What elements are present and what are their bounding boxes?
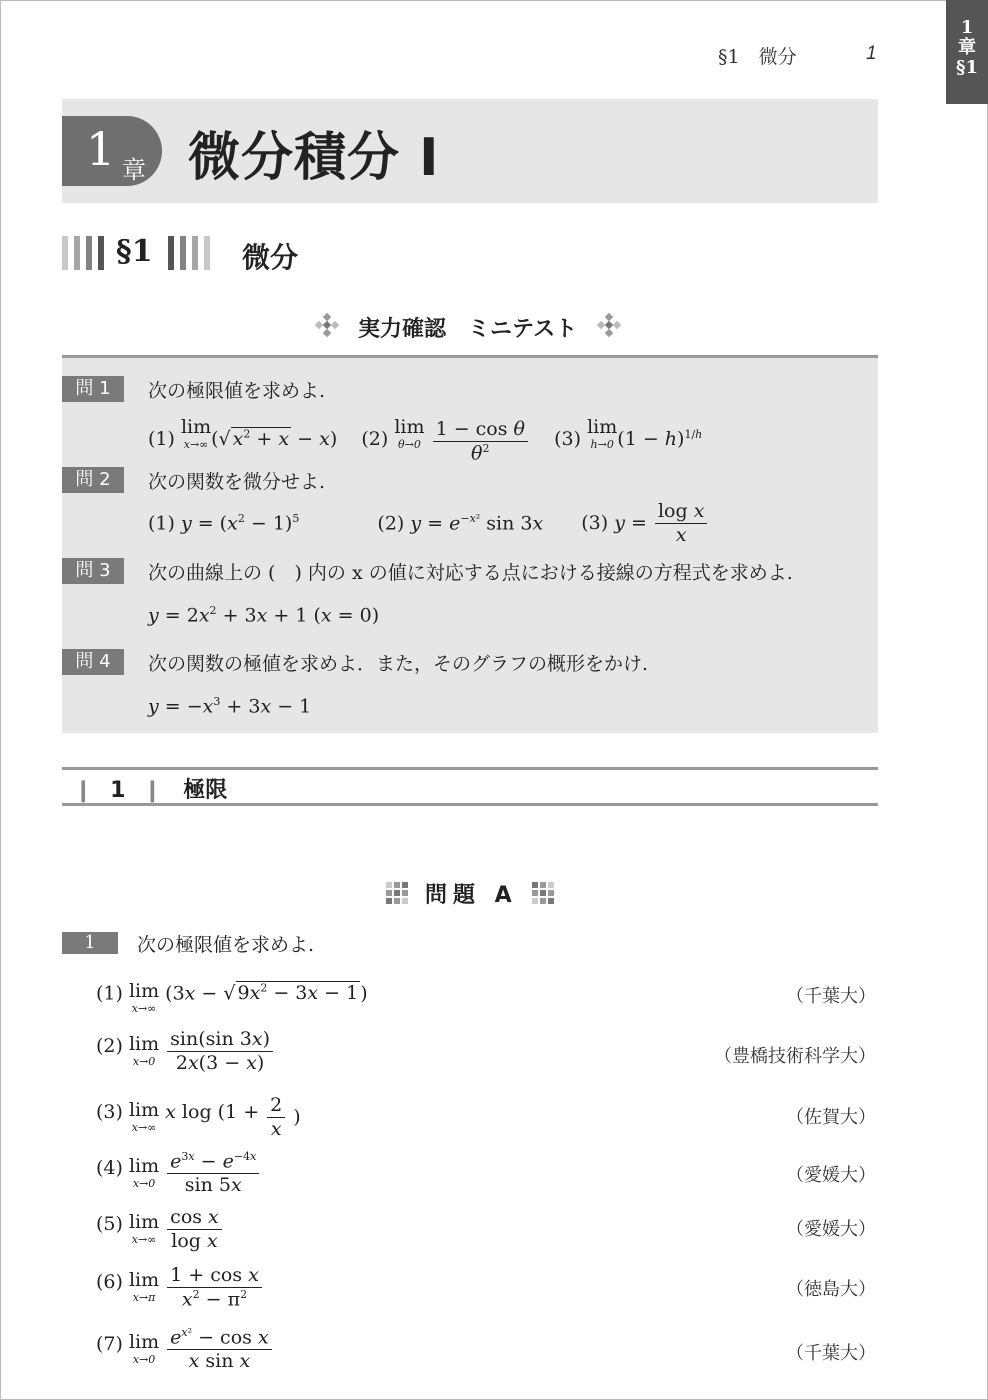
source-3: （佐賀大） xyxy=(786,1107,876,1128)
minitest-title: 実力確認 ミニテスト xyxy=(358,317,578,342)
question-2-expressions: (1) $y = (x^2 - 1)^5$ (2) $y = e^{-x^2}$ sin 3x (3) y = $\frac{\text{log x}}{x}$ xyxy=(148,500,709,547)
subsection-number: 1 xyxy=(110,778,126,803)
question-1-text: 次の極限値を求めよ. xyxy=(148,380,326,402)
question-3-expression: $y = 2x^2 + 3x + 1$ (x = 0) xyxy=(148,604,380,627)
source-4: （愛媛大） xyxy=(786,1165,876,1186)
running-head: §1 微分 xyxy=(718,46,797,68)
problem-item-7: (7) lim x→0 $\frac{e^{x^2} - \cos x}{\text{x sin x}}$ xyxy=(96,1326,274,1373)
question-4-expression: $y = -x^3 + 3x - 1$ xyxy=(148,695,312,718)
grid-ornament-left-icon xyxy=(386,882,408,904)
problem-number-badge: 1 xyxy=(62,932,118,954)
problem-item-1: (1) lim x→∞ (3x − √ $9x^2 - 3x - 1$ ) xyxy=(96,980,368,1015)
question-badge-4: 問 4 xyxy=(62,649,124,675)
problem-set-title: 問題 A xyxy=(425,883,518,908)
source-2: （豊橋技術科学大） xyxy=(714,1046,876,1067)
subsection-rule-bottom xyxy=(62,803,878,806)
question-1-expressions: (1) lim x→∞ (√ $x^2 + x - x$) (2) lim θ→0 $\frac{\text{1 − cos θ}}{\theta^2}$ (3) lim h→0 $(1 - h)^{1/h}$ xyxy=(148,416,703,465)
problem-item-4: (4) lim x→0 $\frac{e^{3x} - e^{-4x}}{\sin 5x}$ xyxy=(96,1150,261,1197)
chapter-number-pill xyxy=(62,116,162,186)
problem-item-2: (2) lim x→0 $\frac{\sin(\sin 3x)}{2x(3 - x)}$ xyxy=(96,1028,275,1075)
subsection-heading: ❙ 1 ❙ 極限 xyxy=(74,778,228,803)
question-badge-2: 問 2 xyxy=(62,467,124,493)
question-2-text: 次の関数を微分せよ. xyxy=(148,471,326,493)
subsection-rule-top xyxy=(62,767,878,770)
question-3-text: 次の曲線上の ( ) 内の x の値に対応する点における接線の方程式を求めよ. xyxy=(148,562,793,584)
question-4-text: 次の関数の極値を求めよ．また，そのグラフの概形をかけ. xyxy=(148,653,649,675)
chapter-number: 1 xyxy=(86,122,116,176)
subsection-title: 極限 xyxy=(183,778,228,803)
chapter-title: 微分積分 Ⅰ xyxy=(188,128,440,188)
thumb-tab-chapter-label: 章 xyxy=(958,37,976,58)
source-5: （愛媛大） xyxy=(786,1219,876,1240)
source-1: （千葉大） xyxy=(786,986,876,1007)
section-number: §1 xyxy=(116,234,153,269)
chapter-banner xyxy=(62,99,878,203)
question-badge-1: 問 1 xyxy=(62,376,124,402)
diamond-ornament-right-icon xyxy=(598,314,620,336)
problem-item-6: (6) lim x→π $\frac{\text{1 + cos x}}{x^2 - \pi^2}$ xyxy=(96,1264,264,1311)
problem-item-5: (5) lim x→∞ $\frac{\text{cos x}}{\text{log x}}$ xyxy=(96,1206,224,1253)
thumb-tab-section: §1 xyxy=(956,57,978,78)
question-badge-3: 問 3 xyxy=(62,558,124,584)
problem-text: 次の極限値を求めよ. xyxy=(137,934,315,956)
source-7: （千葉大） xyxy=(786,1343,876,1364)
problem-item-3: (3) lim x→∞ x log (1 + $\frac{2}{x}$ ) xyxy=(96,1094,301,1140)
chapter-label: 章 xyxy=(122,156,146,184)
thumb-tab-chapter-number: 1 xyxy=(960,17,974,38)
page-number: 1 xyxy=(866,43,877,64)
diamond-ornament-left-icon xyxy=(316,314,338,336)
chapter-thumb-tab[interactable] xyxy=(946,0,988,104)
grid-ornament-right-icon xyxy=(532,882,554,904)
section-title: 微分 xyxy=(242,241,299,274)
source-6: （徳島大） xyxy=(786,1279,876,1300)
